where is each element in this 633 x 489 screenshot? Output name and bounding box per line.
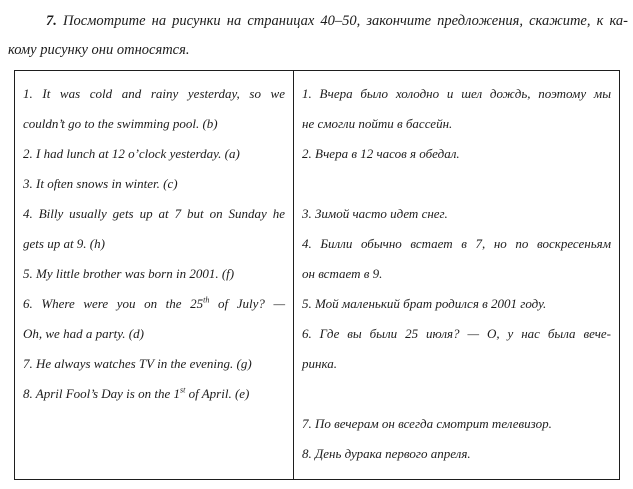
text-segment: of April. (e) — [185, 386, 250, 401]
text-segment: of July? — — [209, 296, 285, 311]
text-segment: ринка. — [302, 356, 337, 371]
text-line — [23, 139, 285, 169]
superscript-text: th — [203, 295, 210, 305]
text-line — [8, 7, 628, 36]
text-line — [302, 199, 611, 229]
text-line — [302, 109, 611, 139]
text-line — [23, 259, 285, 289]
text-line — [302, 319, 611, 349]
text-line — [23, 199, 285, 229]
text-line — [23, 109, 285, 139]
text-line — [302, 349, 611, 379]
text-segment: 7. — [46, 13, 57, 29]
text-line — [23, 79, 285, 109]
text-segment: couldn’t go to the swimming pool. (b) — [23, 116, 218, 131]
text-segment: 5. My little brother was born in 2001. (f) — [23, 266, 235, 281]
text-segment: 6. Где вы были 25 июля? — О, у нас была вече- — [302, 326, 611, 341]
text-line — [302, 409, 611, 439]
text-line — [302, 79, 611, 109]
text-segment: 7. По вечерам он всегда смотрит телевизор. — [302, 416, 552, 431]
text-segment: 4. Билли обычно встает в 7, но по воскресеньям — [302, 236, 611, 251]
text-segment: 2. Вчера в 12 часов я обедал. — [302, 146, 460, 161]
text-line — [302, 259, 611, 289]
text-segment: он встает в 9. — [302, 266, 383, 281]
text-segment: кому рисунку они относятся. — [8, 42, 190, 58]
text-segment: 8. April Fool’s Day is on the 1 — [23, 386, 180, 401]
text-segment: gets up at 9. (h) — [23, 236, 105, 251]
text-segment: Посмотрите на рисунки на страницах 40–50, закончите предложения, скажите, к ка- — [56, 13, 628, 29]
text-segment: Oh, we had a party. (d) — [23, 326, 144, 341]
text-line — [23, 349, 285, 379]
text-segment: не смогли пойти в бассейн. — [302, 116, 453, 131]
text-segment: 3. It often snows in winter. (c) — [23, 176, 178, 191]
text-line — [302, 229, 611, 259]
text-segment: 6. Where were you on the 25 — [23, 296, 204, 311]
text-segment: 5. Мой маленький брат родился в 2001 году. — [302, 296, 547, 311]
text-line — [23, 169, 285, 199]
blank-line — [302, 169, 611, 199]
text-segment: 7. He always watches TV in the evening. (g) — [23, 356, 252, 371]
superscript-text: st — [179, 385, 186, 395]
text-segment: 8. День дурака первого апреля. — [302, 446, 471, 461]
text-line — [23, 379, 285, 409]
translation-table — [14, 70, 620, 480]
text-line — [23, 229, 285, 259]
text-line — [302, 439, 611, 469]
english-column — [15, 71, 294, 479]
exercise-header — [8, 7, 628, 65]
text-segment: 1. Вчера было холодно и шел дождь, поэтому мы — [302, 86, 611, 101]
text-segment: 3. Зимой часто идет снег. — [302, 206, 448, 221]
text-line — [302, 289, 611, 319]
text-line — [302, 139, 611, 169]
text-segment: 1. It was cold and rainy yesterday, so we — [23, 86, 285, 101]
text-line — [8, 36, 628, 65]
russian-column — [294, 71, 619, 479]
text-segment: 2. I had lunch at 12 o’clock yesterday. (a) — [23, 146, 240, 161]
text-segment: 4. Billy usually gets up at 7 but on Sunday he — [23, 206, 285, 221]
text-line — [23, 319, 285, 349]
blank-line — [302, 379, 611, 409]
text-line — [23, 289, 285, 319]
